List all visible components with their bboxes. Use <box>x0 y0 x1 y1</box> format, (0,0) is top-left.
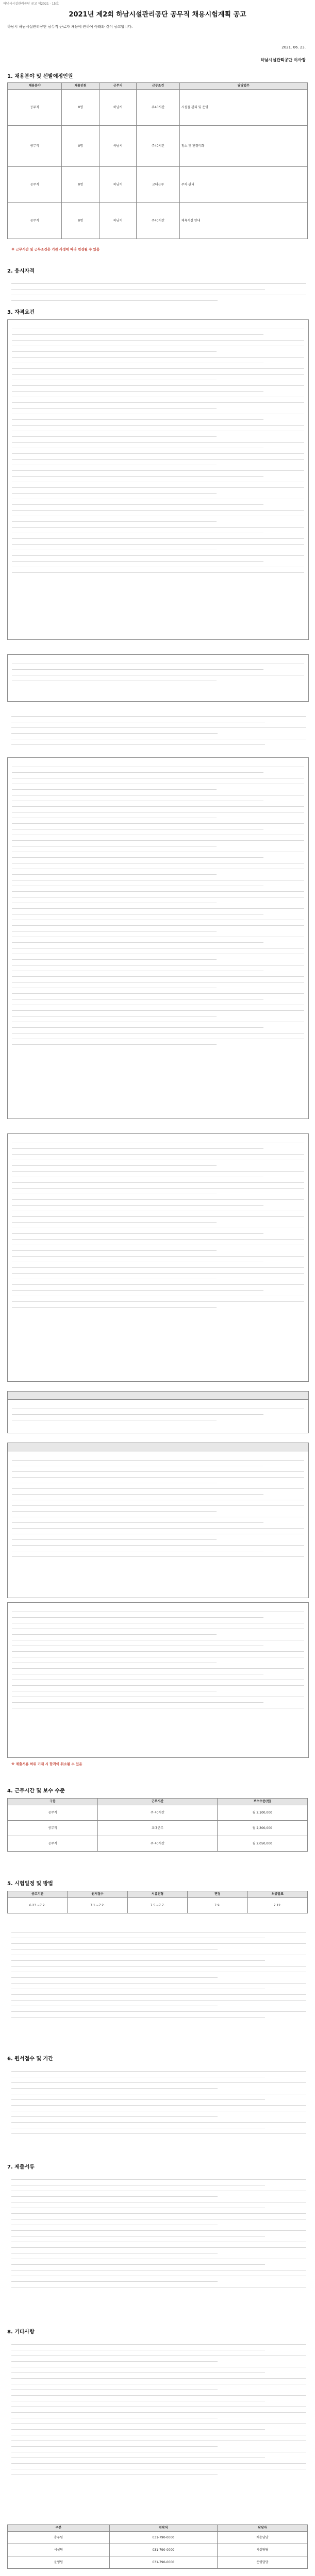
documents-text <box>11 2174 306 2289</box>
warning-note: ※ 제출서류 허위 기재 시 합격이 취소될 수 있음 <box>11 1762 82 1766</box>
contact-table: 구분 연락처 담당자 총무팀 031-790-0000 채용담당 시설팀 031-790-0000 시설담당 운영팀 031-790-0000 운영담당 <box>7 2524 308 2569</box>
table-row: 공무직 0명 하남시 주40시간 청소 및 환경미화 <box>8 126 308 167</box>
col-header: 근무조건 <box>137 83 179 90</box>
table-row: 공무직 주 40시간 월 2,050,000 <box>8 1836 308 1852</box>
notice-box <box>7 654 309 702</box>
table-row: 공무직 교대근무 월 2,300,000 <box>8 1821 308 1836</box>
requirements-table-box-2 <box>7 1443 309 1598</box>
col-header: 근무지 <box>99 83 136 90</box>
section-2-heading: 2. 응시자격 <box>7 268 35 274</box>
detail-text <box>11 711 306 747</box>
table-row: 총무팀 031-790-0000 채용담당 <box>8 2532 308 2544</box>
section-7-heading: 7. 제출서류 <box>7 2164 35 2170</box>
section-5-heading: 5. 시험일정 및 방법 <box>7 1881 53 1887</box>
section-3-heading: 3. 자격요건 <box>7 310 35 315</box>
intro-text: 하남시 하남시설관리공단 공무직 근로자 채용에 관하여 아래와 같이 공고합니다. <box>7 25 133 29</box>
detail-box <box>7 757 309 1119</box>
detail-box-2 <box>7 1133 309 1382</box>
section-8-heading: 8. 기타사항 <box>7 2329 35 2335</box>
table-row: 6.23.~7.2. 7.1.~7.2. 7.5.~7.7. 7.9. 7.12. <box>8 1898 308 1913</box>
table-row: 공무직 0명 하남시 주40시간 체육시설 안내 <box>8 203 308 239</box>
qualification-box <box>7 319 309 640</box>
schedule-table: 공고기간 원서접수 서류전형 면접 최종발표 6.23.~7.2. 7.1.~7.2. 7.5.~7.7. 7.9. 7.12. <box>7 1891 308 1913</box>
schedule-notes <box>11 1927 306 2019</box>
table-row: 공무직 0명 하남시 교대근무 주차 관리 <box>8 167 308 203</box>
table-row: 운영팀 031-790-0000 운영담당 <box>8 2556 308 2569</box>
application-text <box>11 2066 306 2136</box>
col-header: 담당업무 <box>179 83 307 90</box>
requirements-table-box <box>7 1391 309 1433</box>
announcement-date: 2021. 06. 23. <box>281 45 306 49</box>
page-title: 2021년 제2회 하남시설관리공단 공무직 채용시험계획 공고 <box>69 11 246 19</box>
eligibility-text <box>11 278 306 302</box>
table-note: ※ 근무시간 및 근무조건은 기관 사정에 따라 변경될 수 있음 <box>11 247 100 251</box>
table-row: 공무직 주 40시간 월 2,100,000 <box>8 1805 308 1821</box>
section-4-heading: 4. 근무시간 및 보수 수준 <box>7 1788 65 1794</box>
section-6-heading: 6. 원서접수 및 기간 <box>7 2056 53 2062</box>
misc-text <box>11 2339 306 2477</box>
col-header: 채용인원 <box>62 83 99 90</box>
recruitment-table <box>7 82 308 239</box>
pay-table: 구분 근무시간 보수수준(원) 공무직 주 40시간 월 2,100,000 공무직 교대근무 월 2,300,000 공무직 주 40시간 월 2,050,000 <box>7 1798 308 1852</box>
issuing-organization: 하남시설관리공단 이사장 <box>260 58 306 62</box>
col-header: 채용분야 <box>8 83 62 90</box>
requirements-table-box-3 <box>7 1602 309 1758</box>
table-row: 시설팀 031-790-0000 시설담당 <box>8 2544 308 2556</box>
table-row: 공무직 0명 하남시 주40시간 시설물 관리 및 운영 <box>8 90 308 126</box>
section-1-heading: 1. 채용분야 및 선발예정인원 <box>7 74 73 79</box>
document-number: 하남시시설관리공단 공고 제2021 - 15호 <box>3 2 59 6</box>
